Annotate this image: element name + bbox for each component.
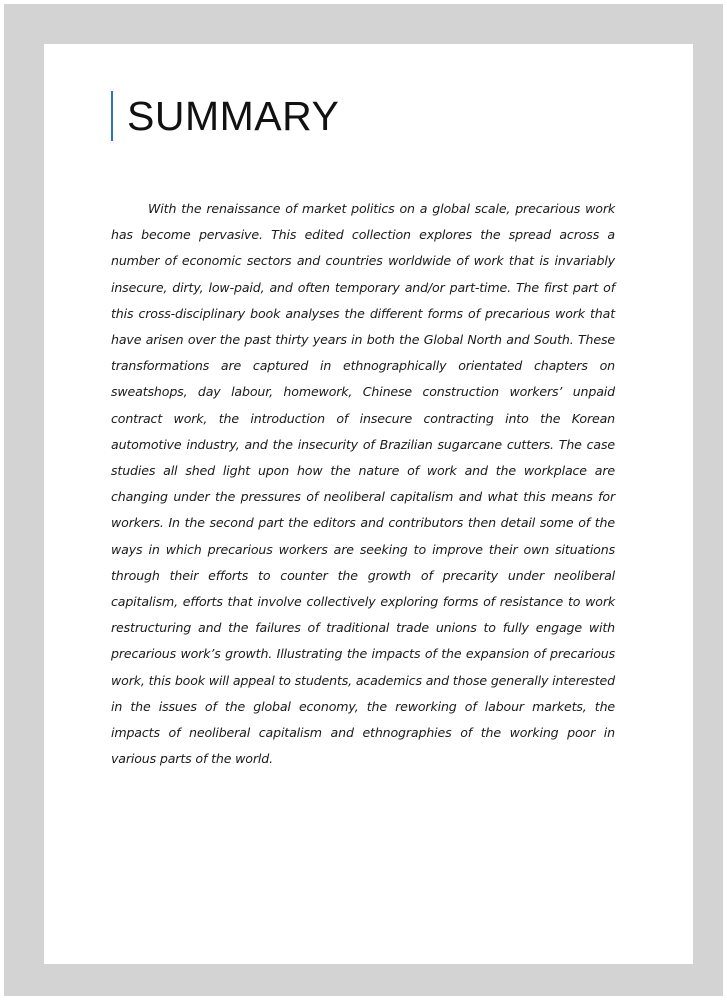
summary-paragraph: With the renaissance of market politics on a global scale, precarious work has become pervasive. This edited collection explores the spread across a number of economic sectors and countries worldwide of work that is invariably insecure, dirty, low-paid, and often temporary and/or part-time. The first part of this cross-disciplinary book analyses the different forms of precarious work that have arisen over the past thirty years in both the Global North and South. These transformations are captured in ethnographically orientated chapters on sweatshops, day labour, homework, Chinese construction workers’ unpaid contract work, the introduction of insecure contracting into the Korean automotive industry, and the insecurity of Brazilian sugarcane cutters. The case studies all shed light upon how the nature of work and the workplace are changing under the pressures of neoliberal capitalism and what this means for workers. In the second part the editors and contributors then detail some of the ways in which precarious workers are seeking to improve their own situations through their efforts to counter the growth of precarity under neoliberal capitalism, efforts that involve collectively exploring forms of resistance to work restructuring and the failures of traditional trade unions to fully engage with precarious work’s growth. Illustrating the impacts of the expansion of precarious work, this book will appeal to students, academics and those generally interested in the issues of the global economy, the reworking of labour markets, the impacts of neoliberal capitalism and ethnographies of the working poor in various parts of the world. [111,201,615,767]
heading-block [111,90,339,142]
heading-accent-bar [111,91,113,141]
summary-body [111,196,615,772]
page-title: SUMMARY [127,93,340,139]
